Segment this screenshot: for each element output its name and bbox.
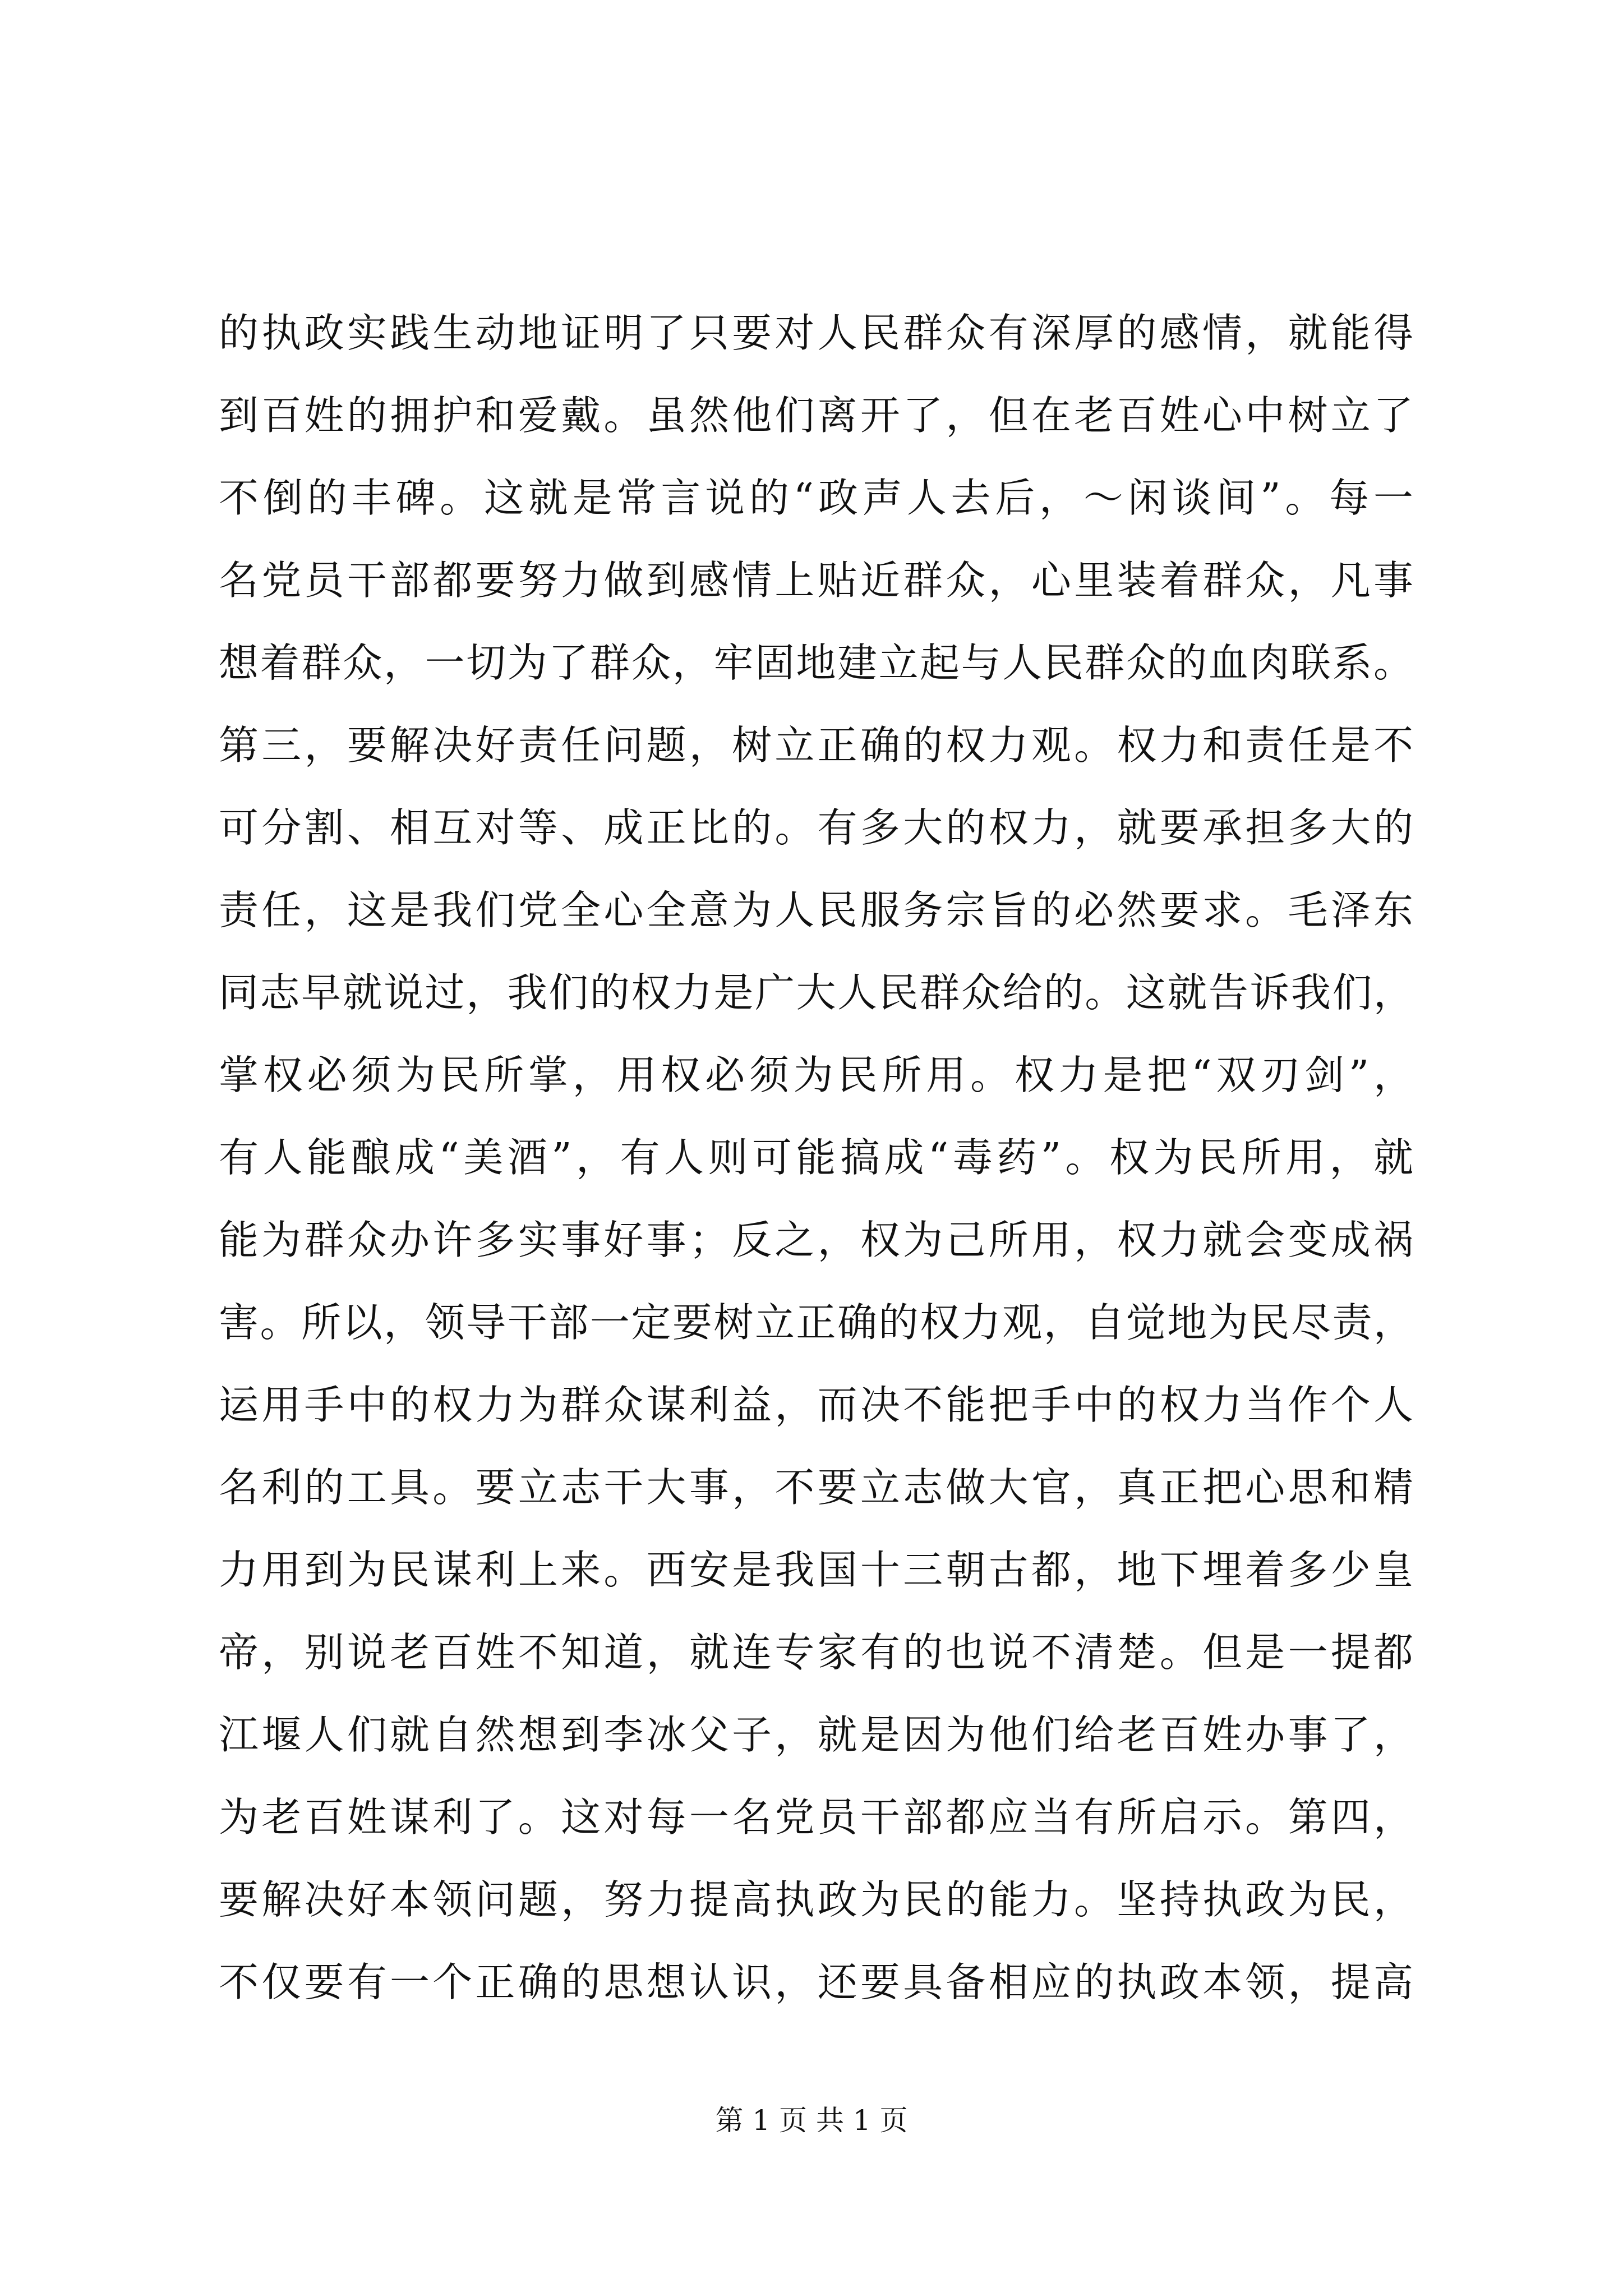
- text-line: 同志早就说过，我们的权力是广大人民群众给的。这就告诉我们，: [219, 969, 1413, 1016]
- page-footer: [0, 2101, 1623, 2140]
- page-number-label: 第 1 页 共 1 页: [715, 2104, 908, 2137]
- text-line: 力用到为民谋利上来。西安是我国十三朝古都，地下埋着多少皇: [219, 1547, 1413, 1593]
- text-line: 掌权必须为民所掌，用权必须为民所用。权力是把“双刃剑”，: [219, 1052, 1413, 1098]
- text-line: 帝，别说老百姓不知道，就连专家有的也说不清楚。但是一提都: [219, 1629, 1413, 1676]
- text-line: 为老百姓谋利了。这对每一名党员干部都应当有所启示。第四，: [219, 1794, 1413, 1841]
- text-line: 害。所以，领导干部一定要树立正确的权力观，自觉地为民尽责，: [219, 1299, 1413, 1346]
- text-line: 有人能酿成“美酒”，有人则可能搞成“毒药”。权为民所用，就: [219, 1134, 1413, 1181]
- text-line: 到百姓的拥护和爱戴。虽然他们离开了，但在老百姓心中树立了: [219, 392, 1413, 439]
- text-line: 名党员干部都要努力做到感情上贴近群众，心里装着群众，凡事: [219, 557, 1413, 604]
- text-line: 责任，这是我们党全心全意为人民服务宗旨的必然要求。毛泽东: [219, 887, 1413, 933]
- text-line: 不倒的丰碑。这就是常言说的“政声人去后，～闲谈间”。每一: [219, 475, 1413, 521]
- body-text: [219, 292, 1413, 2023]
- text-line: 不仅要有一个正确的思想认识，还要具备相应的执政本领，提高: [219, 1959, 1413, 2005]
- text-line: 想着群众，一切为了群众，牢固地建立起与人民群众的血肉联系。: [219, 639, 1413, 686]
- text-line: 能为群众办许多实事好事；反之，权为己所用，权力就会变成祸: [219, 1217, 1413, 1263]
- text-line: 运用手中的权力为群众谋利益，而决不能把手中的权力当作个人: [219, 1382, 1413, 1428]
- text-line: 的执政实践生动地证明了只要对人民群众有深厚的感情，就能得: [219, 310, 1413, 356]
- text-line: 江堰人们就自然想到李冰父子，就是因为他们给老百姓办事了，: [219, 1711, 1413, 1758]
- text-line: 第三，要解决好责任问题，树立正确的权力观。权力和责任是不: [219, 722, 1413, 769]
- text-line: 要解决好本领问题，努力提高执政为民的能力。坚持执政为民，: [219, 1876, 1413, 1923]
- text-line: 名利的工具。要立志干大事，不要立志做大官，真正把心思和精: [219, 1464, 1413, 1511]
- text-line: 可分割、相互对等、成正比的。有多大的权力，就要承担多大的: [219, 804, 1413, 851]
